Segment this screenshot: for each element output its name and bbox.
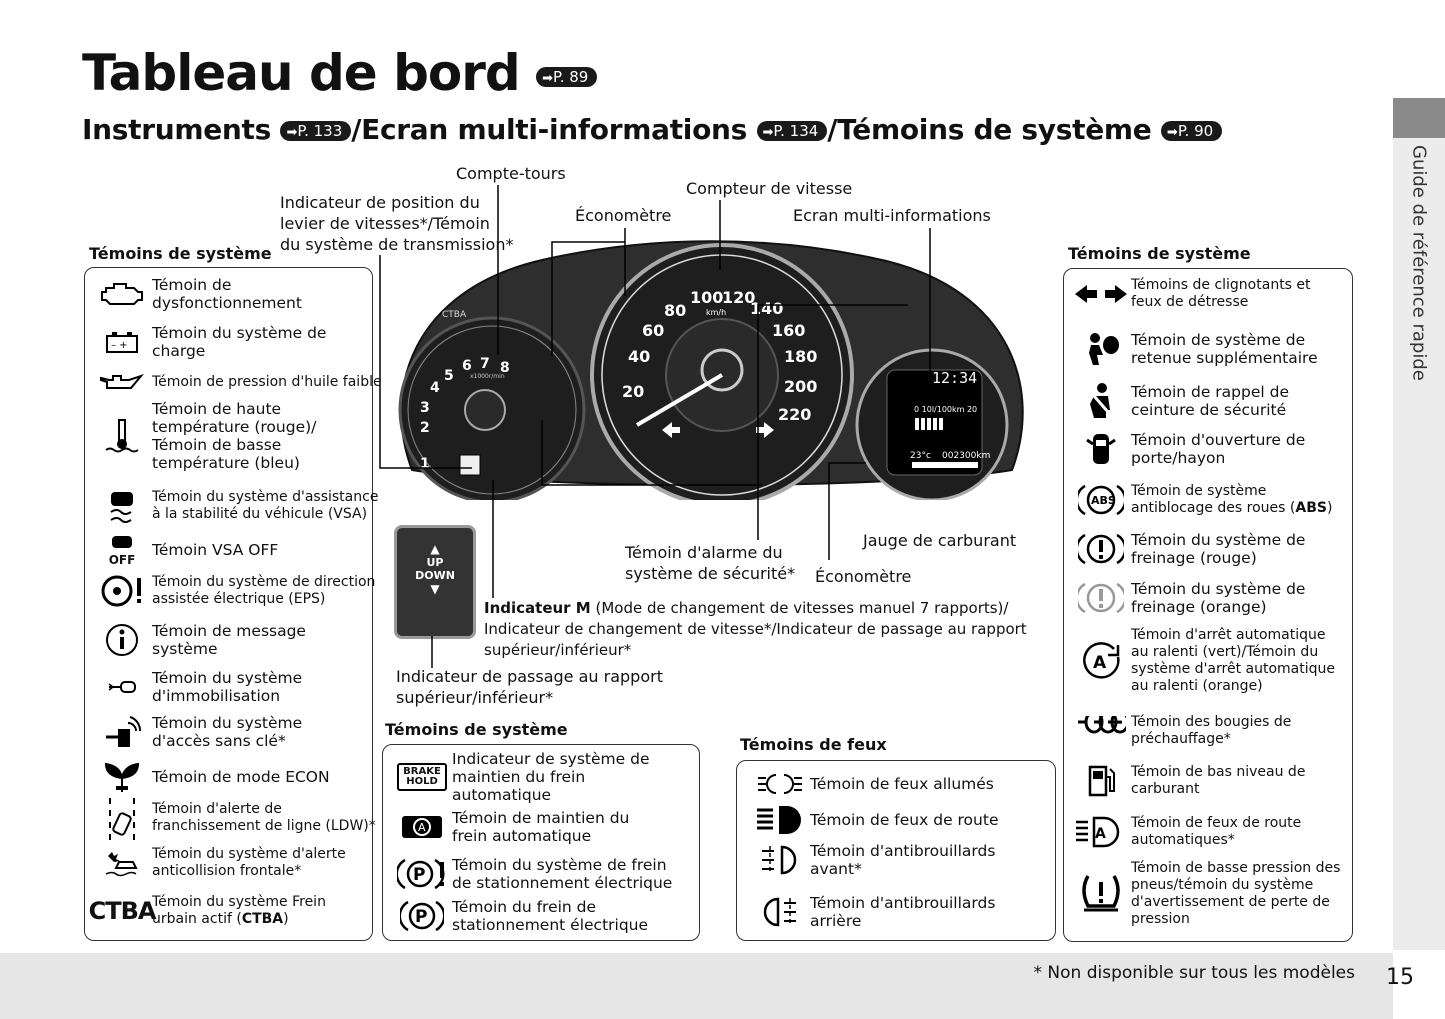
list-item-label: Témoin de dysfonctionnement (152, 276, 302, 312)
list-item-label: Témoin de feux de route automatiques* (1131, 815, 1302, 848)
side-tab-label[interactable]: Guide de référence rapide (1408, 145, 1430, 381)
callout-eco-meter-top: Économètre (575, 206, 672, 225)
list-item-label: Témoin du système de frein de stationnement électrique (452, 856, 673, 892)
svg-text:– +: – + (111, 340, 128, 351)
list-item (1071, 714, 1291, 748)
engine-icon (92, 280, 152, 308)
list-item (1071, 531, 1305, 567)
list-item-label: Témoin d'alerte de franchissement de ligne (LDW)* (152, 801, 376, 834)
list-item-label: Témoin de feux allumés (810, 775, 994, 793)
list-item-label: Témoin du frein de stationnement électrique (452, 898, 649, 934)
list-item-label: Témoin de basse pression des pneus/témoin du système d'avertissement de perte de pression (1131, 860, 1341, 927)
list-item (92, 276, 302, 312)
rpm-tick: 3 (420, 400, 430, 416)
list-item-label: Témoin d'ouverture de porte/hayon (1131, 431, 1306, 467)
list-item (1071, 815, 1301, 849)
page-ref-link[interactable]: ➡P. 89 (536, 67, 597, 87)
list-item (392, 856, 672, 892)
cluster-ctba-label: CTBA (442, 310, 467, 320)
instruments-ref-link[interactable]: ➡P. 133 (280, 121, 351, 141)
list-item (1071, 763, 1305, 799)
door-open-icon (1071, 430, 1131, 468)
brake-hold-icon: BRAKE HOLD (392, 763, 452, 791)
low-fuel-icon (1071, 763, 1131, 799)
list-item (1071, 277, 1311, 311)
auto-hold-icon (392, 814, 452, 840)
list-item (1071, 331, 1318, 367)
key-icon (92, 679, 152, 695)
info-icon (92, 623, 152, 657)
list-item-label: Témoin de système de retenue supplémentaire (1131, 331, 1318, 367)
high-beam-icon (750, 804, 810, 836)
mid-eco-scale: 0 10l/100km 20 (914, 405, 978, 414)
callout-gear-indicator: Indicateur de position du levier de vitesses*/Témoin du système de transmission* (280, 193, 514, 254)
parking-brake-icon (392, 898, 452, 934)
rpm-tick: 7 (480, 356, 490, 372)
oil-icon (92, 372, 152, 392)
list-item-label: Témoin de message système (152, 622, 306, 658)
callout-mid: Ecran multi-informations (793, 206, 991, 225)
tpms-icon (1071, 872, 1131, 916)
rear-fog-icon (750, 895, 810, 929)
rpm-tick: 6 (462, 358, 472, 374)
arrow-right-icon: ➡ (1166, 125, 1178, 140)
mid-odo: 002300km (942, 451, 991, 461)
rpm-tick: 8 (500, 360, 510, 376)
svg-text:A: A (418, 821, 426, 834)
svg-text:A: A (1095, 826, 1106, 842)
shift-down-arrow-icon: ▼ (430, 582, 440, 596)
list-item (750, 804, 998, 836)
list-item-label: Indicateur de système de maintien du frein automatique (452, 750, 650, 804)
seatbelt-icon (1071, 382, 1131, 420)
list-item (392, 750, 649, 804)
arrow-right-icon: ➡ (762, 125, 774, 140)
srs-icon (1071, 331, 1131, 367)
brake-orange-icon (1071, 580, 1131, 616)
list-item-label: Témoin de mode ECON (152, 768, 330, 786)
subtitle-instruments: Instruments (82, 113, 271, 146)
list-item-label: Témoin de haute température (rouge)/ Témoin de basse température (bleu) (152, 400, 317, 472)
list-item (92, 622, 306, 658)
m-indicator-line3: supérieur/inférieur* (484, 641, 632, 659)
list-item-label: Témoin d'antibrouillards arrière (810, 894, 996, 930)
battery-icon (92, 330, 152, 354)
list-item-label: Témoin de feux de route (810, 811, 999, 829)
list-item (392, 898, 648, 934)
list-item-label: Témoin du système d'alerte anticollision frontale* (152, 846, 346, 879)
list-item (92, 400, 316, 472)
speed-tick: 180 (784, 347, 818, 366)
speed-tick: 200 (784, 377, 818, 396)
speed-tick: 80 (664, 301, 687, 320)
list-item (1071, 580, 1305, 616)
arrow-right-icon: ➡ (542, 70, 554, 86)
econ-icon (92, 760, 152, 794)
list-item (1071, 860, 1340, 928)
list-item-label: Témoin du système d'immobilisation (152, 669, 303, 705)
list-item (92, 714, 302, 750)
arrow-right-icon: ➡ (286, 125, 298, 140)
ctba-icon (88, 897, 156, 925)
list-item (92, 669, 302, 705)
list-item-label: Témoin de système antiblocage des roues (ABS) (1131, 483, 1333, 516)
rpm-tick: 4 (430, 380, 440, 396)
list-item (750, 894, 995, 930)
list-item-label: Témoin d'arrêt automatique au ralenti (vert)/Témoin du système d'arrêt automatique au ralenti (orange) (1131, 627, 1335, 694)
svg-text:A: A (1093, 653, 1107, 673)
mid-ref-link[interactable]: ➡P. 134 (757, 121, 828, 141)
callout-m-indicator (484, 598, 1027, 661)
turn-signal-icon (1071, 283, 1131, 305)
speed-tick: 40 (628, 347, 651, 366)
abs-icon-text: ABS (1091, 494, 1116, 507)
speed-tick: 160 (772, 321, 806, 340)
list-item (92, 324, 326, 360)
callout-eco-meter-bottom: Économètre (815, 567, 912, 586)
speed-tick: 100 (690, 288, 724, 307)
list-item (750, 772, 994, 796)
shift-up-arrow-icon: ▲ (430, 542, 440, 556)
list-item-label: Témoin de bas niveau de carburant (1131, 764, 1306, 797)
callout-fuel-gauge: Jauge de carburant (863, 531, 1017, 550)
speed-tick: 140 (750, 299, 784, 318)
list-item-label: Témoin du système d'accès sans clé* (152, 714, 303, 750)
list-item-label: Témoin VSA OFF (152, 541, 279, 559)
vsa-icon (92, 488, 152, 524)
right-panel-heading: Témoins de système (1068, 244, 1251, 263)
list-item (88, 894, 326, 928)
abs-icon (1071, 482, 1131, 518)
temperature-icon (92, 416, 152, 456)
speed-tick: 20 (622, 382, 645, 401)
list-item (392, 809, 629, 845)
svg-text:P: P (413, 865, 426, 885)
subtitle-mid: /Ecran multi-informations (351, 113, 748, 146)
list-item (1071, 382, 1289, 420)
list-item (750, 842, 995, 878)
keyless-icon (92, 715, 152, 749)
list-item (92, 574, 375, 608)
list-item (92, 488, 378, 524)
rpm-tick: 2 (420, 420, 430, 436)
list-item-label: Témoin des bougies de préchauffage* (1131, 714, 1292, 747)
side-tab-marker (1393, 98, 1445, 138)
callout-security-alarm: Témoin d'alarme du système de sécurité* (625, 543, 796, 583)
shift-up-label: UP (426, 556, 444, 569)
lights-on-icon (750, 772, 810, 796)
mid-clock: 12:34 (932, 369, 978, 387)
list-item (1071, 482, 1332, 518)
electric-parking-brake-icon (392, 856, 452, 892)
auto-idle-stop-icon (1071, 641, 1131, 681)
svg-text:P: P (415, 907, 428, 927)
speed-unit: km/h (706, 308, 727, 317)
ldw-icon (92, 796, 152, 840)
speed-tick: 220 (778, 405, 812, 424)
list-item-label: Témoin d'antibrouillards avant* (810, 842, 996, 878)
m-indicator-line2: Indicateur de changement de vitesse*/Indicateur de passage au rapport (484, 620, 1027, 638)
indicators-ref-link[interactable]: ➡P. 90 (1161, 121, 1222, 141)
fcw-icon (92, 848, 152, 878)
list-item-label: Témoin de pression d'huile faible (152, 373, 382, 390)
auto-high-beam-icon (1071, 816, 1131, 848)
subtitle-indicators: /Témoins de système (827, 113, 1152, 146)
rpm-tick: 1 (420, 456, 430, 472)
list-item (92, 534, 278, 566)
vsa-off-icon (92, 534, 152, 566)
page-title-text: Tableau de bord (82, 44, 520, 102)
list-item-label: Témoin du système Frein urbain actif (CTBA) (152, 894, 326, 927)
list-item-label: Témoin du système d'assistance à la stabilité du véhicule (VSA) (152, 489, 379, 522)
middle-panel-heading: Témoins de système (385, 720, 568, 739)
list-item (92, 372, 382, 392)
brake-red-icon (1071, 531, 1131, 567)
speed-tick: 60 (642, 321, 665, 340)
list-item (92, 846, 346, 880)
speed-tick: 120 (722, 288, 756, 307)
mid-temp: 23°c (910, 451, 931, 461)
m-indicator-desc: (Mode de changement de vitesses manuel 7 rapports)/ (590, 599, 1009, 617)
vsa-off-label: OFF (108, 553, 136, 567)
list-item (92, 796, 376, 840)
callout-tachometer: Compte-tours (456, 164, 566, 183)
list-item-label: Témoin du système de freinage (rouge) (1131, 531, 1306, 567)
callout-shift-indicator: Indicateur de passage au rapport supérieur/inférieur* (396, 667, 663, 707)
list-item (1071, 430, 1305, 468)
list-item-label: Témoin de rappel de ceinture de sécurité (1131, 383, 1290, 419)
lights-panel-heading: Témoins de feux (740, 735, 887, 754)
list-item-label: Témoin du système de freinage (orange) (1131, 580, 1306, 616)
glow-plug-icon (1071, 716, 1131, 746)
list-item-label: Témoin du système de charge (152, 324, 327, 360)
shift-down-label: DOWN (415, 569, 455, 582)
left-panel-heading: Témoins de système (89, 244, 272, 263)
list-item-label: Témoins de clignotants et feux de détresse (1131, 277, 1311, 310)
rpm-tick: 5 (444, 368, 454, 384)
callout-speedometer: Compteur de vitesse (686, 179, 853, 198)
m-indicator-title: Indicateur M (484, 599, 591, 617)
rpm-unit: x1000r/min (470, 373, 505, 380)
ctba-icon-text: CTBA (88, 897, 156, 925)
list-item (1071, 627, 1335, 695)
footnote: * Non disponible sur tous les modèles (1033, 963, 1355, 983)
page-number: 15 (1386, 965, 1414, 990)
list-item (92, 760, 330, 794)
list-item-label: Témoin de maintien du frein automatique (452, 809, 630, 845)
eps-icon (92, 574, 152, 608)
list-item-label: Témoin du système de direction assistée électrique (EPS) (152, 574, 376, 607)
front-fog-icon (750, 843, 810, 877)
